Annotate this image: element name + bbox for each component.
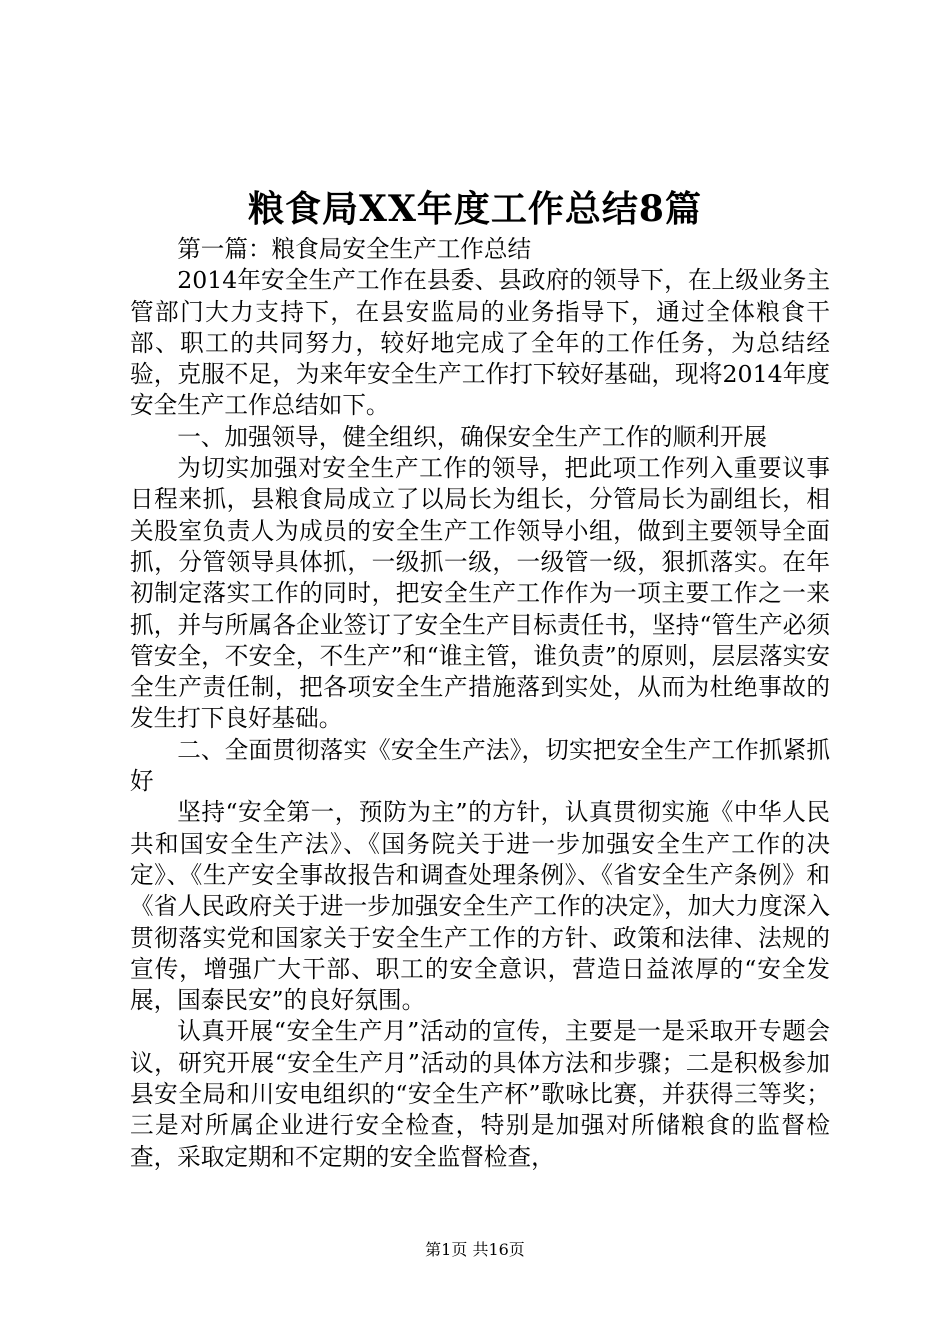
intro-paragraph: 2014年安全生产工作在县委、县政府的领导下，在上级业务主管部门大力支持下，在县安监局的业务指导下，通过全体粮食干部、职工的共同努力，较好地完成了全年的工作任务，为总结经验，克服不足，为来年安全生产工作打下较好基础，现将2014年度安全生产工作总结如下。: [130, 266, 830, 420]
body-paragraph: 坚持“安全第一，预防为主”的方针，认真贯彻实施《中华人民共和国安全生产法》、《国务院关于进一步加强安全生产工作的决定》、《生产安全事故报告和调查处理条例》、《省安全生产条例》和《省人民政府关于进一步加强安全生产工作的决定》，加大力度深入贯彻落实党和国家关于安全生产工作的方针、政策和法律、法规的宣传，增强广大干部、职工的安全意识，营造日益浓厚的“安全发展，国泰民安”的良好氛围。: [130, 798, 830, 1015]
section-heading-two: 二、全面贯彻落实《安全生产法》，切实把安全生产工作抓紧抓好: [130, 735, 830, 796]
document-title: 粮食局XX年度工作总结8篇: [248, 188, 702, 230]
body-paragraph: 认真开展“安全生产月”活动的宣传，主要是一是采取开专题会议，研究开展“安全生产月”活动的具体方法和步骤；二是积极参加县安全局和川安电组织的“安全生产杯”歌咏比赛，并获得三等奖；三是对所属企业进行安全检查，特别是加强对所储粮食的监督检查，采取定期和不定期的安全监督检查，: [130, 1017, 830, 1171]
body-paragraph: 为切实加强对安全生产工作的领导，把此项工作列入重要议事日程来抓，县粮食局成立了以局长为组长，分管局长为副组长，相关股室负责人为成员的安全生产工作领导小组，做到主要领导全面抓，分管领导具体抓，一级抓一级，一级管一级，狠抓落实。在年初制定落实工作的同时，把安全生产工作作为一项主要工作之一来抓，并与所属各企业签订了安全生产目标责任书，坚持“管生产必须管安全，不安全，不生产”和“谁主管，谁负责”的原则，层层落实安全生产责任制，把各项安全生产措施落到实处，从而为杜绝事故的发生打下良好基础。: [130, 454, 830, 733]
document-body: [130, 234, 830, 1173]
page-number-footer: 第1页 共16页: [425, 1240, 525, 1259]
section-heading-part-one: 第一篇：粮食局安全生产工作总结: [177, 235, 532, 263]
section-heading-one: 一、加强领导，健全组织，确保安全生产工作的顺利开展: [177, 422, 768, 451]
